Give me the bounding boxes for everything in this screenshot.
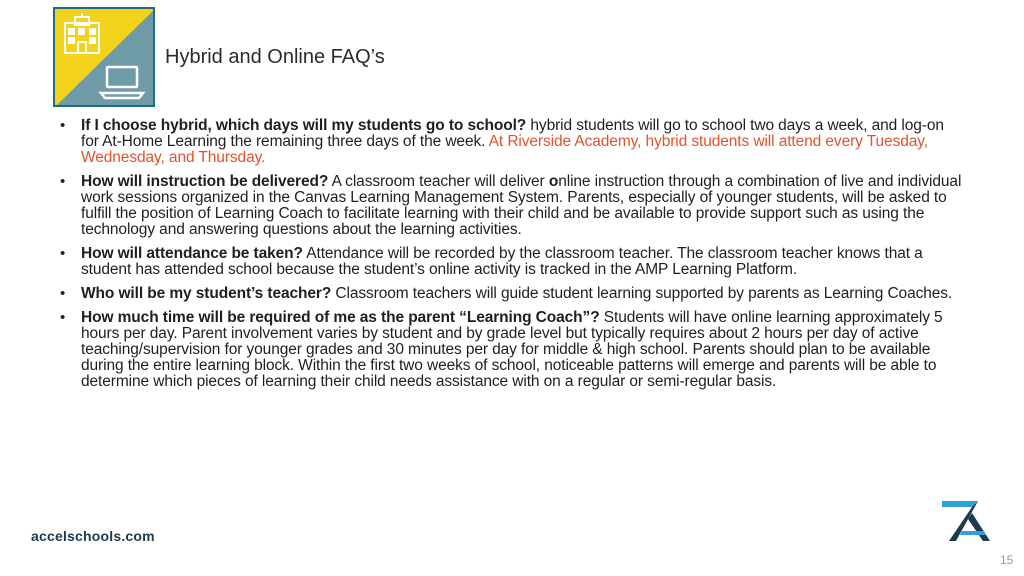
bullet: • [60, 173, 66, 190]
bullet: • [60, 245, 66, 262]
faq-question: Who will be my student’s teacher? [81, 285, 332, 302]
page-number: 15 [1000, 553, 1014, 567]
faq-answer: A classroom teacher will deliver [328, 173, 549, 190]
bullet: • [60, 309, 66, 326]
faq-highlight: At Riverside Academy, hybrid students will attend every Tuesday, Wednesday, and Thursday. [81, 133, 928, 166]
faq-answer-rest: nline instruction through a combination of live and individual work sessions organized in the Canvas Learning Management System. Parents, especially of younger students, will be asked to fulfill the position of Learning Coach to facilitate learning with their child and be available to provide support such as using the technology and answering questions about the learning activities. [81, 173, 962, 238]
logo-graphic [55, 9, 155, 107]
faq-item-instruction [60, 174, 965, 238]
faq-answer: hybrid students will go to school two days a week, and log-on for At-Home Learning the remaining three days of the week. [81, 117, 944, 150]
faq-item-time-required [60, 310, 965, 390]
accel-logo-icon [938, 497, 992, 545]
faq-question: How will attendance be taken? [81, 245, 303, 262]
hybrid-online-logo [53, 7, 155, 107]
faq-question: How will instruction be delivered? [81, 173, 329, 190]
faq-item-teacher [60, 286, 965, 302]
faq-question: How much time will be required of me as the parent “Learning Coach”? [81, 309, 600, 326]
faq-item-hybrid-days [60, 118, 965, 166]
faq-answer-bold-letter: o [548, 173, 559, 190]
faq-item-attendance [60, 246, 965, 278]
faq-question: If I choose hybrid, which days will my students go to school? [81, 117, 527, 134]
faq-answer: Students will have online learning approximately 5 hours per day. Parent involvement varies by student and by grade level but typically requires about 2 hours per day of active teaching/supervision for younger grades and 30 minutes per day for middle & high school. Parents should plan to be available during the entire learning block. Within the first two weeks of school, noticeable patterns will emerge and parents will be able to determine which pieces of learning their child needs assistance with on a regular or semi-regular basis. [81, 309, 943, 390]
bullet: • [60, 117, 66, 134]
page-title: Hybrid and Online FAQ’s [165, 46, 385, 68]
faq-list [60, 118, 965, 398]
footer-url: accelschools.com [31, 528, 155, 544]
faq-answer: Classroom teachers will guide student learning supported by parents as Learning Coaches. [331, 285, 953, 302]
bullet: • [60, 285, 66, 302]
faq-answer: Attendance will be recorded by the classroom teacher. The classroom teacher knows that a student has attended school because the student’s online activity is tracked in the AMP Learning Platform. [81, 245, 923, 278]
